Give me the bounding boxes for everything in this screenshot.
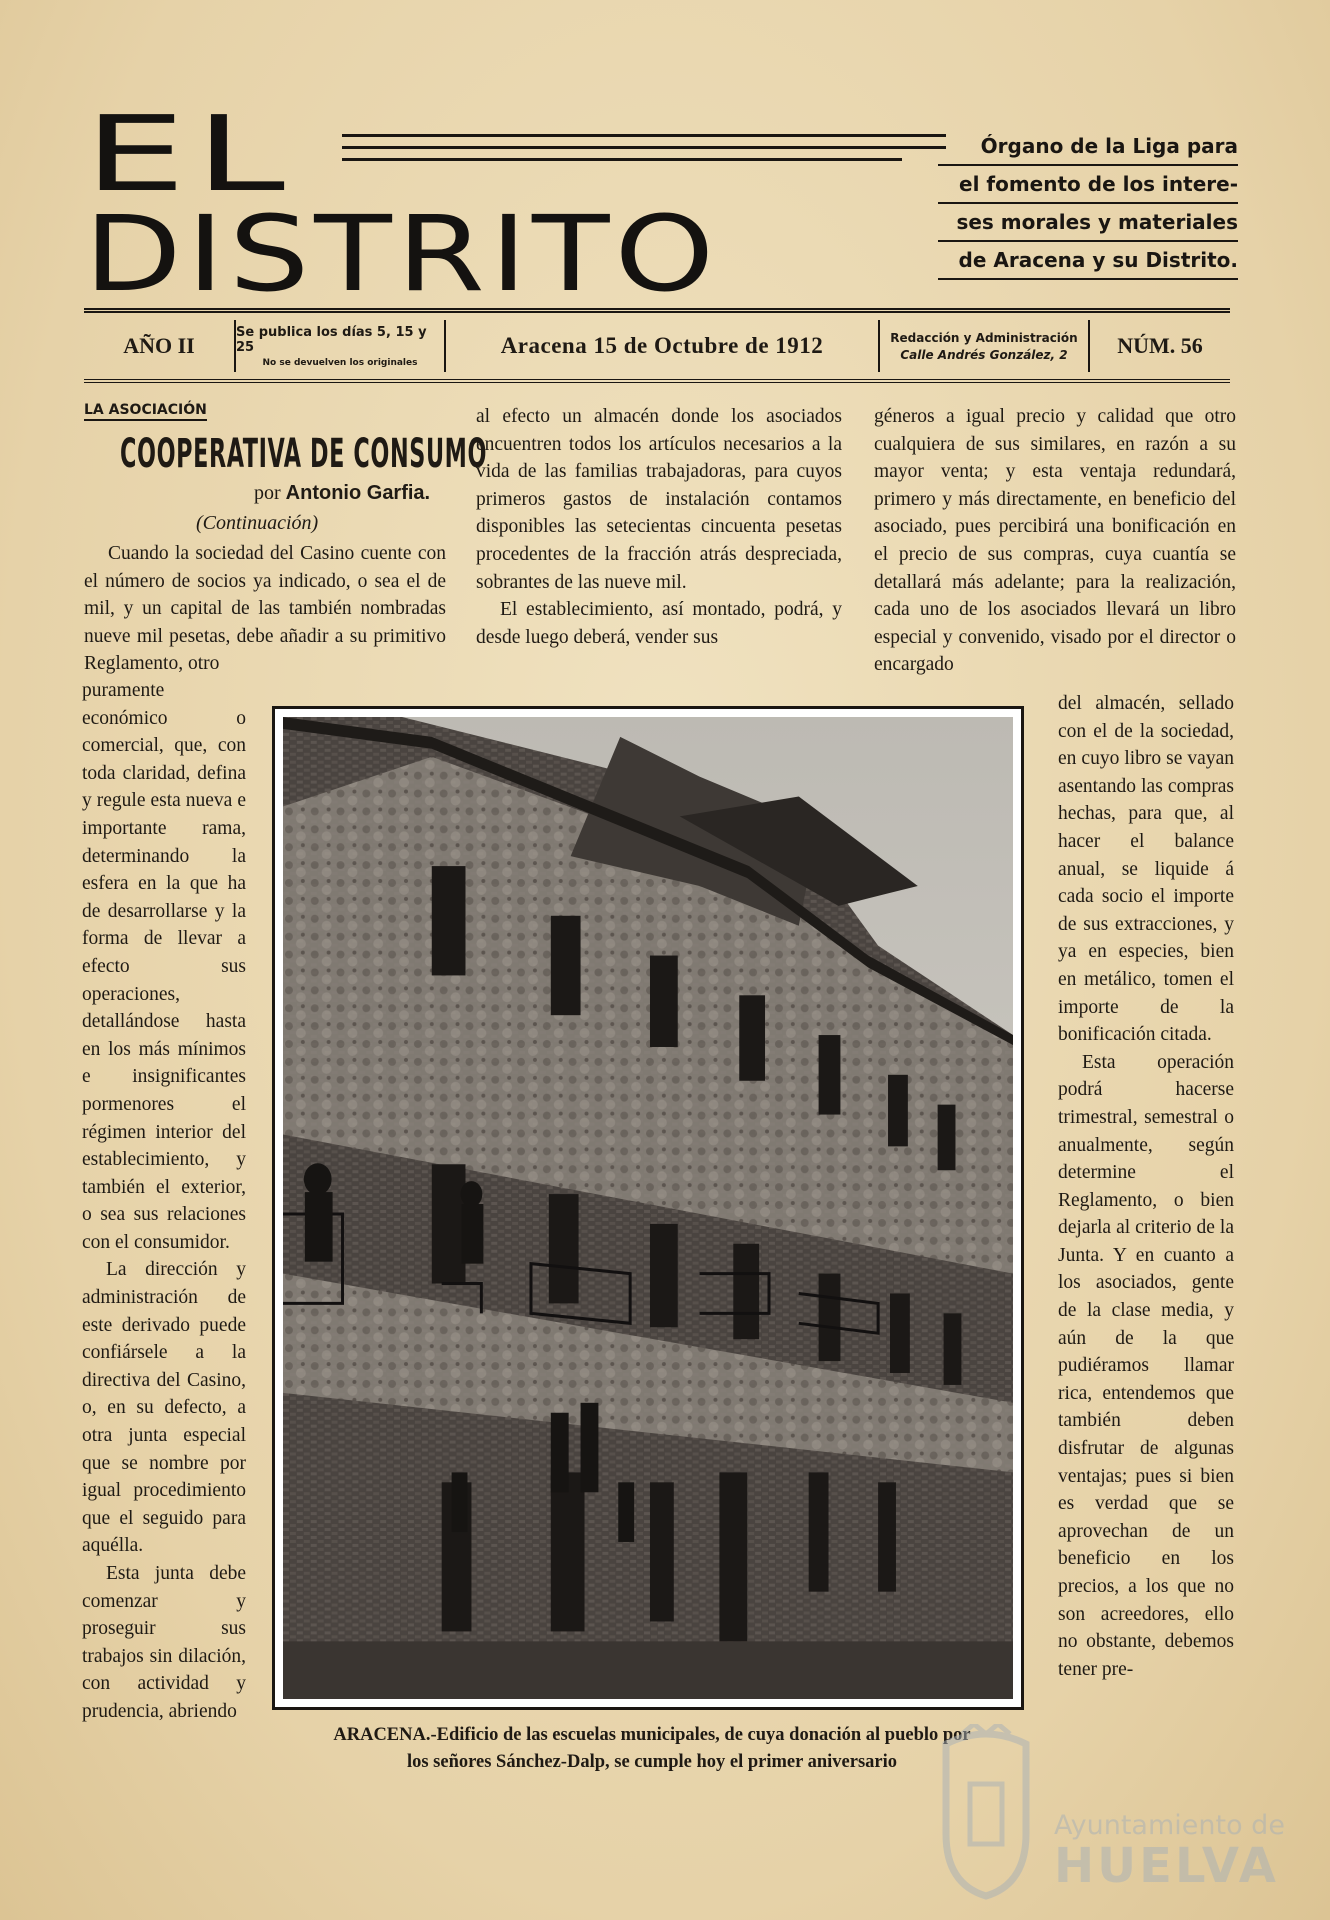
paragraph: El establecimiento, así montado, podrá, y desde luego deberá, vender sus: [476, 599, 842, 648]
watermark-line-2: HUELVA: [1054, 1838, 1279, 1894]
office-info: [880, 320, 1090, 372]
tagline-line: el fomento de los intere-: [938, 166, 1238, 204]
school-building-image: [283, 717, 1013, 1699]
info-bar: [84, 308, 1230, 383]
dateline: Aracena 15 de Octubre de 1912: [446, 320, 880, 372]
publication-info: [236, 320, 446, 372]
column-1-narrow: [82, 677, 246, 1726]
building-photo: [272, 706, 1024, 1710]
paragraph: Esta operación podrá hacerse trimestral, semestral o anualmente, según determine el Reglamento, o bien dejarla al criterio de la Junta. Y en cuanto a los asociados, gente de la clase media, y aún de la que pudiéramos llamar rica, entendemos que también deben disfrutar de algunas ventajas; pues si bien es verdad que se aprovechan de un beneficio en los precios, a los que no son acreedores, ello no obstante, debemos tener pre-: [1058, 1051, 1234, 1680]
tagline-line: ses morales y materiales: [938, 204, 1238, 242]
title-rule: [342, 134, 946, 137]
issue-number: NÚM. 56: [1117, 333, 1203, 358]
coat-of-arms-icon: [926, 1724, 1046, 1900]
byline-prefix: por: [254, 482, 281, 504]
tagline-line: Órgano de la Liga para: [938, 128, 1238, 166]
article-byline: [254, 482, 430, 505]
paragraph: La dirección y administración de este derivado puede confiársele a la directiva del Casino, o, en su defecto, a otra junta especial que se nombre por igual procedimiento que el seguido para aquélla.: [82, 1259, 246, 1557]
archive-watermark: [908, 1724, 1308, 1904]
watermark-line-1: Ayuntamiento de: [1054, 1810, 1285, 1841]
paragraph: Esta junta debe comenzar y proseguir sus trabajos sin dilación, con actividad y prudencia, abriendo: [82, 1563, 246, 1722]
byline-author: Antonio Garfia.: [285, 482, 431, 504]
caption-line: los señores Sánchez-Dalp, se cumple hoy el primer aniversario: [406, 1752, 898, 1772]
paragraph: del almacén, sellado con el de la sociedad, en cuyo libro se vayan asentando las compras hechas, para que, al hacer el balance anual, se liquide á cada socio el importe de sus extracciones, y ya en especies, bien en metálico, tomen el importe de la bonificación citada.: [1058, 693, 1234, 1046]
paragraph: géneros a igual precio y calidad que otro cualquiera de sus similares, en razón a su mayor venta; y esta ventaja redundará, primero y más directamente, en beneficio del asociado, pues percibirá una bonificación en el precio de sus compras, cuya cuantía se detallará más adelante; para la realización, cada uno de los asociados llevará un libro especial y convenido, visado por el director o encargado: [874, 406, 1236, 676]
originals-note: No se devuelven los originales: [262, 357, 418, 368]
column-3-narrow: [1058, 690, 1234, 1683]
column-1-top: [84, 540, 446, 678]
office-label: Redacción y Administración: [890, 330, 1078, 345]
tagline-line: de Aracena y su Distrito.: [938, 242, 1238, 280]
paragraph: Cuando la sociedad del Casino cuente con el número de socios ya indicado, o sea el de mil, y un capital de las también nombradas nueve mil pesetas, debe añadir a su primitivo Reglamento, otro: [84, 543, 446, 675]
continuation-note: (Continuación): [196, 512, 319, 534]
article-kicker: LA ASOCIACIÓN: [84, 402, 207, 421]
article-headline: COOPERATIVA DE CONSUMO: [120, 431, 488, 477]
paragraph: puramente económico o comercial, que, con toda claridad, defina y regule esta nueva e importante rama, determinando la esfera en la que ha de desarrollarse y la forma de llevar a efecto sus operaciones, detallándose hasta en los más mínimos e insignificantes pormenores el régimen interior del establecimiento, y también el exterior, o sea sus relaciones con el consumidor.: [82, 680, 246, 1253]
title-line-2: DISTRITO: [84, 193, 720, 315]
masthead-tagline: [938, 128, 1238, 280]
title-rule: [342, 146, 946, 149]
title-rule: [342, 158, 902, 161]
column-3-top: [874, 403, 1236, 679]
publication-days: Se publica los días 5, 15 y 25: [236, 324, 427, 355]
paragraph: al efecto un almacén donde los asociados encuentren todos los artículos necesarios a la vida de las familias trabajadoras, para cuyos primeros gastos de instalación contamos disponibles las setecientas cincuenta pesetas procedentes de la fracción atrás despreciada, sobrantes de las nueve mil.: [476, 406, 842, 593]
year-label: AÑO II: [84, 320, 236, 372]
office-address: Calle Andrés González, 2: [900, 347, 1068, 362]
column-2-top: [476, 403, 842, 651]
masthead-title: [84, 93, 934, 315]
caption-line: ARACENA.-Edificio de las escuelas municipales, de cuya donación al pueblo por: [333, 1725, 971, 1745]
title-line-1: EL: [84, 93, 295, 215]
